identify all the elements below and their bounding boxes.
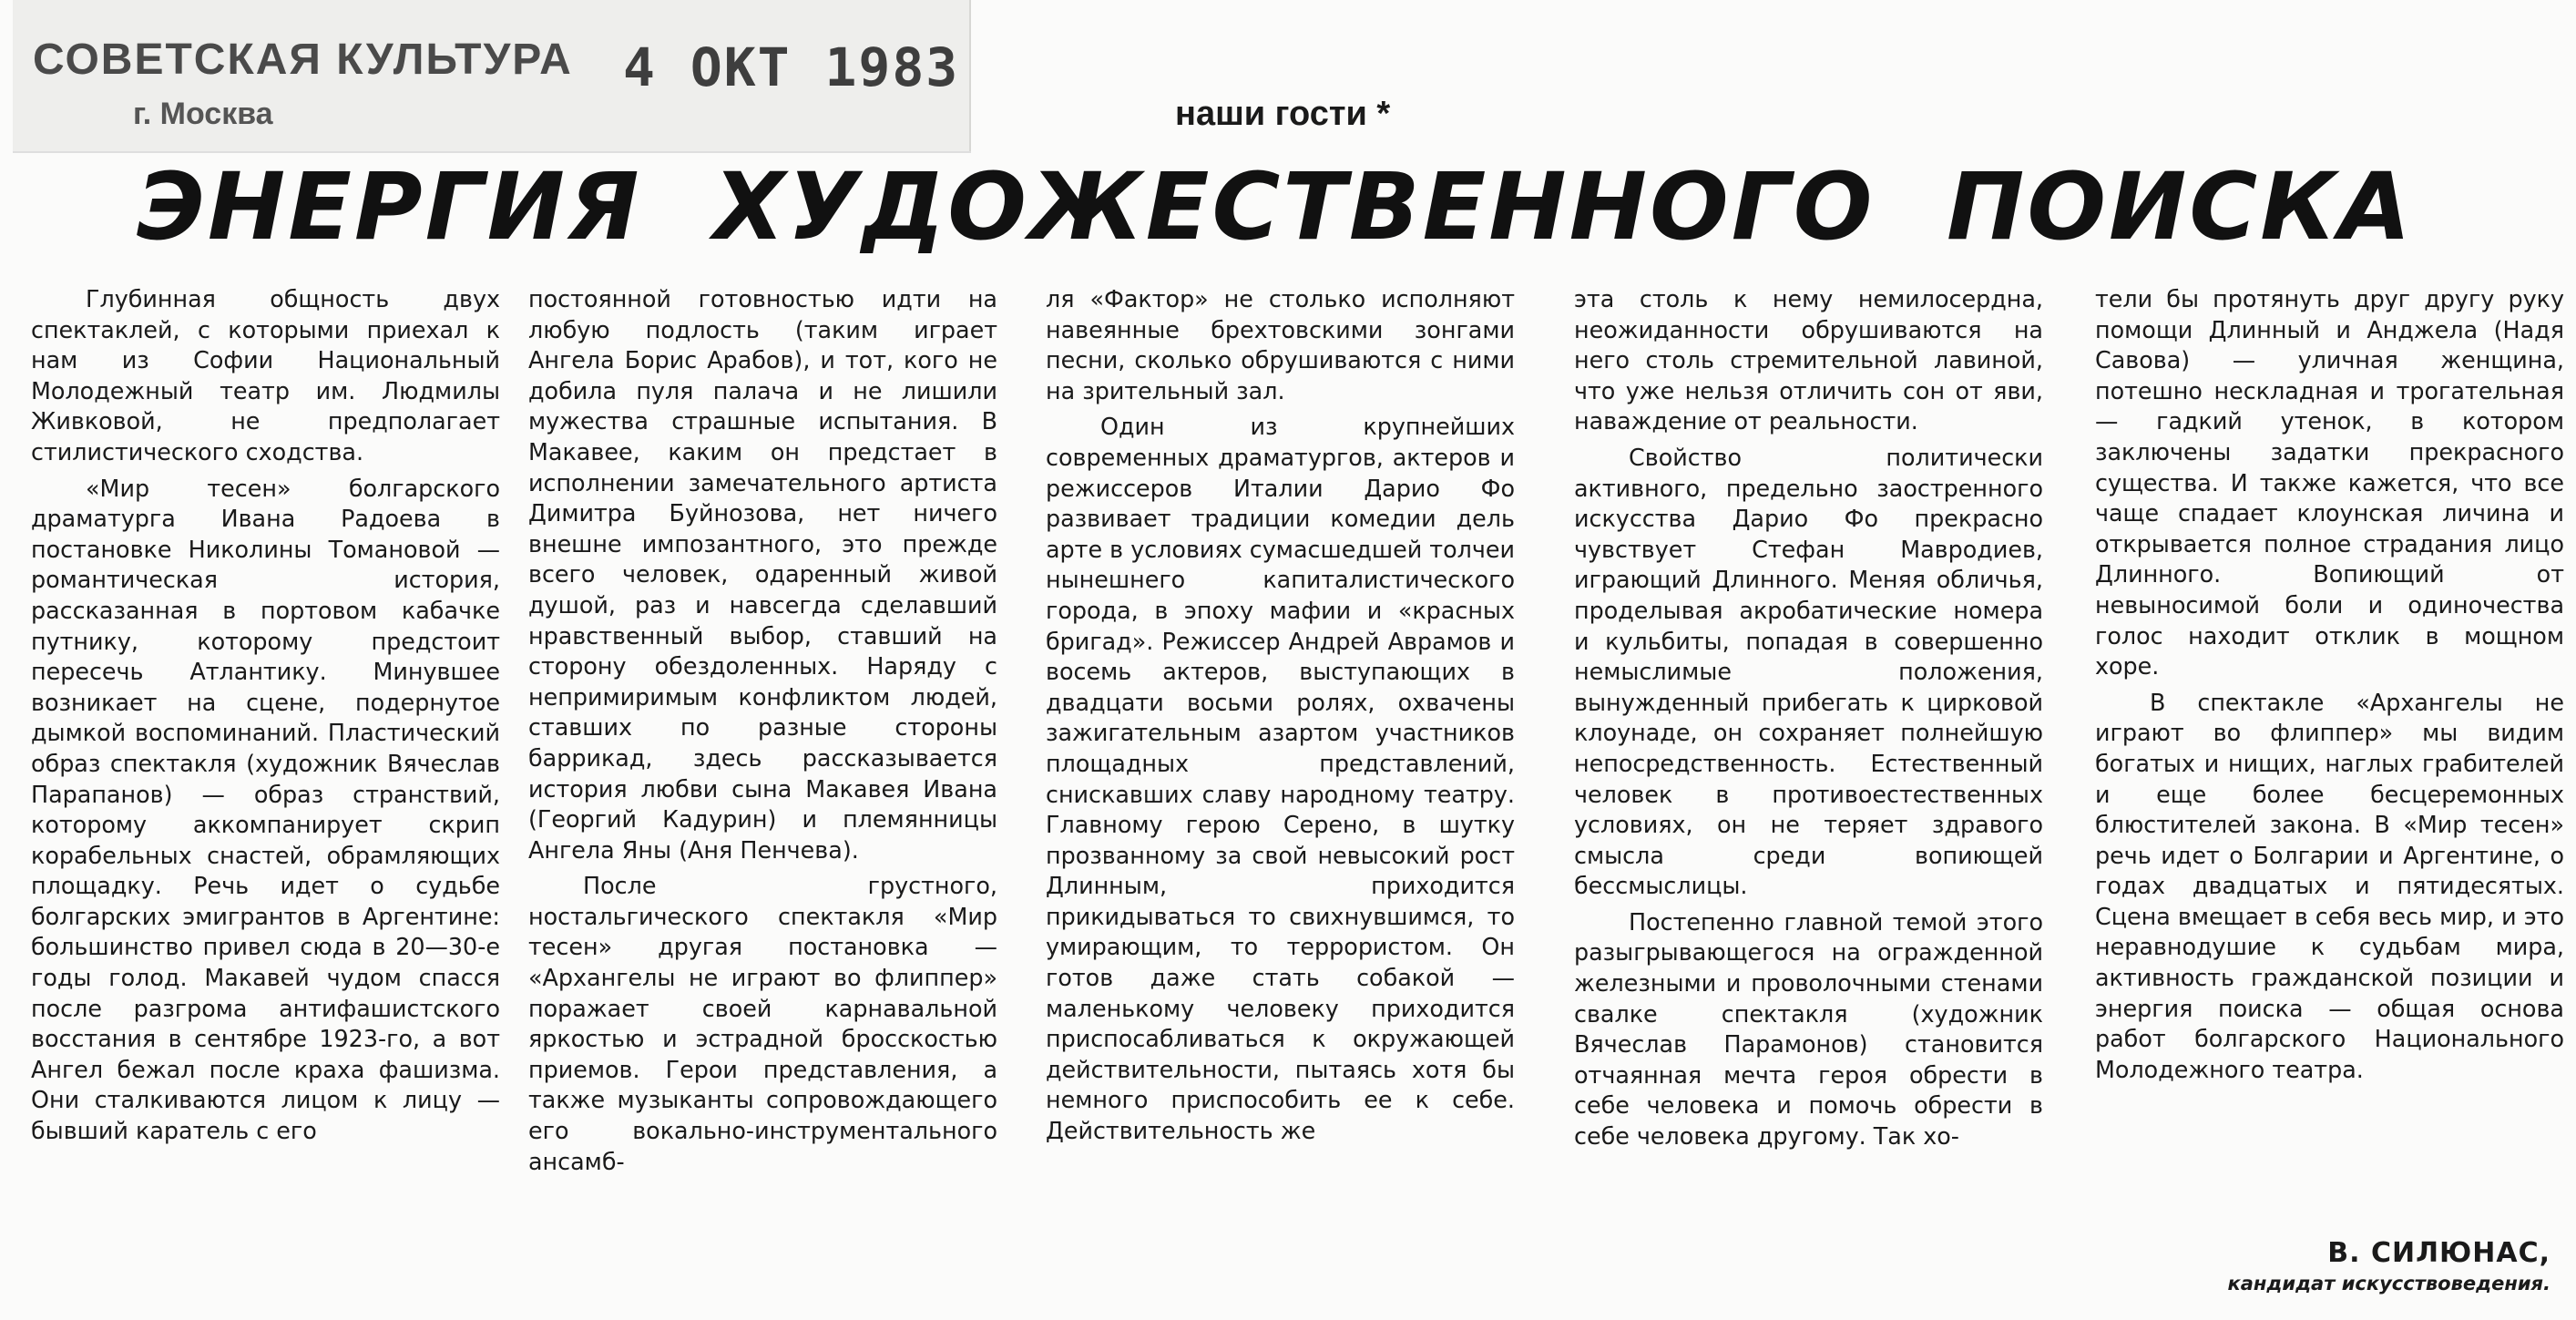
paragraph: постоянной готовностью идти на любую подлость (таким играет Ангела Борис Арабов), и тот, кого не добила пуля палача и не лишили мужества страшные испытания. В Макавее, каким он предстает в исполнении замечательного артиста Димитра Буйнозова, нет ничего внешне импозантного, это прежде всего человек, одаренный живой душой, раз и навсегда сделавший нравственный выбор, ставший на сторону обездоленных. Наряду с непримиримым конфликтом людей, ставших по разные стороны баррикад, здесь рассказывается история любви сына Макавея Ивана (Георгий Кадурин) и племянницы Ангела Яны (Аня Пенчева).	[528, 285, 997, 864]
publication-city: г. Москва	[133, 97, 273, 131]
author-signature	[2122, 1237, 2550, 1294]
publication-date: 4 ОКТ 1983	[623, 36, 960, 98]
paragraph: В спектакле «Архангелы не играют во флиппер» мы видим богатых и нищих, наглых грабителей и еще более бесцеремонных блюстителей закона. В «Мир тесен» речь идет о Болгарии и Аргентине, о годах двадцатых и пятидесятых. Сцена вмещает в себя весь мир, и это неравнодушие к судьбам мира, активность гражданской позиции и энергия поиска — общая основа работ болгарского Национального Молодежного театра.	[2095, 688, 2564, 1083]
clipping-stamp	[13, 0, 971, 151]
section-rubric: наши гости *	[1175, 95, 1391, 133]
article-column-1	[31, 284, 500, 1147]
paragraph: Свойство политически активного, предельно заостренного искусства Дарио Фо прекрасно чувствует Стефан Мавродиев, играющий Длинного. Меняя обличья, проделывая акробатические номера и кульбиты, попадая в совершенно немыслимые положения, вынужденный прибегать к цирковой клоунаде, он сохраняет полнейшую непосредственность. Естественный человек в противоестественных условиях, он не теряет здравого смысла среди вопиющей бессмыслицы.	[1574, 443, 2043, 900]
article-column-5	[2095, 284, 2564, 1085]
article-headline: ЭНЕРГИЯ ХУДОЖЕСТВЕННОГО ПОИСКА	[137, 153, 2414, 261]
author-name: В. СИЛЮНАС,	[2327, 1237, 2550, 1269]
paragraph: эта столь к нему немилосердна, неожиданности обрушиваются на него столь стремительной лавиной, что уже нельзя отличить сон от яви, наваждение от реальности.	[1574, 285, 2043, 435]
article-column-3	[1046, 284, 1515, 1147]
paragraph: После грустного, ностальгического спектакля «Мир тесен» другая постановка — «Архангелы не играют во флиппер» поражает своей карнавальной яркостью и эстрадной бросскостью приемов. Герои представления, а также музыканты сопровождающего его вокально-инструментального ансамб-	[528, 872, 997, 1175]
paragraph: Один из крупнейших современных драматургов, актеров и режиссеров Италии Дарио Фо развивает традиции комедии дель арте в условиях сумасшедшей толчеи нынешнего капиталистического города, в эпоху мафии и «красных бригад». Режиссер Андрей Аврамов и восемь актеров, выступающих в двадцати восьми ролях, охвачены зажигательным азартом участников площадных представлений, снискавших славу народному театру. Главному герою Серено, в шутку прозванному за свой невысокий рост Длинным, приходится прикидываться то свихнувшимся, то умирающим, то террористом. Он готов даже стать собакой — маленькому человеку приходится приспосабливаться к окружающей действительности, пытаясь хотя бы немного приспособить ее к себе. Действительность же	[1046, 413, 1515, 1145]
publication-name: СОВЕТСКАЯ КУЛЬТУРА	[33, 36, 573, 84]
paragraph: тели бы протянуть друг другу руку помощи Длинный и Анджела (Надя Савова) — уличная женщина, потешно нескладная и трогательная — гадкий утенок, в котором заключены задатки прекрасного существа. И также кажется, что все чаще спадает клоунская личина и открывается полное страдания лицо Длинного. Вопиющий от невыносимой боли и одиночества голос находит отклик в мощном хоре.	[2095, 285, 2564, 680]
article-column-2	[528, 284, 997, 1177]
paragraph: ля «Фактор» не столько исполняют навеянные брехтовскими зонгами песни, сколько обрушиваются с ними на зрительный зал.	[1046, 285, 1515, 404]
paragraph: Постепенно главной темой этого разыгрывающегося на огражденной железными и проволочными стенами свалке спектакля (художник Вячеслав Парамонов) становится отчаянная мечта героя обрести в себе человека и помочь обрести в себе человека другому. Так хо-	[1574, 907, 2043, 1151]
article-column-4	[1574, 284, 2043, 1152]
paragraph: «Мир тесен» болгарского драматурга Ивана Радоева в постановке Николины Томановой — романтическая история, рассказанная в портовом кабачке путнику, которому предстоит пересечь Атлантику. Минувшее возникает на сцене, подернутое дымкой воспоминаний. Пластический образ спектакля (художник Вячеслав Парапанов) — образ странствий, которому аккомпанирует скрип корабельных снастей, обрамляющих площадку. Речь идет о судьбе болгарских эмигрантов в Аргентине: большинство привел сюда в 20—30-е годы голод. Макавей чудом спасся после разгрома антифашистского восстания в сентябре 1923-го, а вот Ангел бежал после краха фашизма. Они сталкиваются лицом к лицу — бывший каратель с его	[31, 474, 500, 1145]
author-title: кандидат искусствоведения.	[2227, 1273, 2550, 1294]
paragraph: Глубинная общность двух спектаклей, с которыми приехал к нам из Софии Национальный Молодежный театр им. Людмилы Живковой, не предполагает стилистического сходства.	[31, 285, 500, 466]
